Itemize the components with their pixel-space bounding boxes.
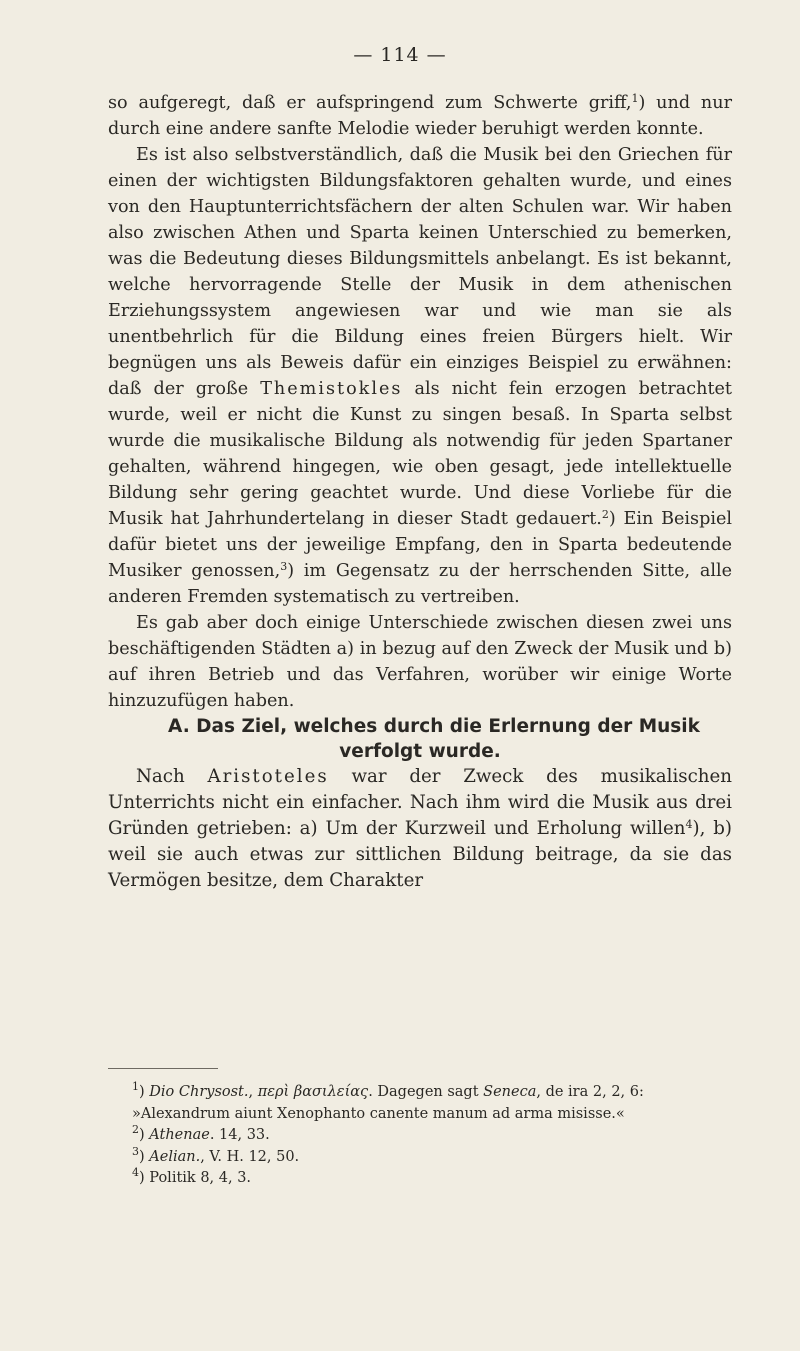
footnote-marker-paren: ) — [139, 1148, 150, 1165]
text-run: Es ist also selbstverständlich, daß die Musik bei den Griechen für einen der wichtigsten Bildungsfaktoren gehalten wurde, und eines von den Hauptunterrichtsfächern der alten Schulen war. Wir haben also zwischen Athen und Sparta keinen Unterschied zu bemerken, was die Bedeutung dieses Bildungsmittels anbelangt. Es ist bekannt, welche hervorragende Stelle der Musik in dem athenischen Erziehungssystem angewiesen war und wie man sie als unentbehrlich für die Bildung eines freien Bürgers hielt. Wir begnügen uns als Beweis dafür ein einziges Beispiel zu erwähnen: daß der große — [108, 145, 732, 399]
text-run: Politik 8, 4, 3. — [149, 1170, 252, 1186]
footnote-marker-paren: ) — [139, 1170, 150, 1186]
footnote-marker: 1 — [132, 1080, 139, 1093]
text-run: ) Ein Beispiel dafür bietet uns der jeweilige Empfang, den in Sparta bedeutende Musiker genossen, — [108, 509, 732, 581]
footnote-marker: 4 — [132, 1166, 139, 1179]
footnote — [108, 1125, 732, 1147]
italic-text: Aelian. — [149, 1148, 201, 1165]
text-run: . 14, 33. — [209, 1127, 270, 1143]
text-run: ) und nur durch eine andere sanfte Melodie wieder beruhigt werden konnte. — [108, 93, 733, 139]
footnote-marker: 2 — [132, 1123, 139, 1136]
footnotes — [108, 1082, 732, 1190]
text-run: ), b) weil sie auch etwas zur sittlichen Bildung beitrage, da sie das Vermögen besitze, dem Charakter — [108, 818, 732, 891]
text-run: , — [248, 1084, 258, 1100]
footnote — [108, 1082, 732, 1125]
footnote-ref: 3 — [280, 560, 288, 573]
text-run: , V. H. 12, 50. — [200, 1148, 300, 1165]
paragraph — [108, 90, 732, 142]
text-run: war der Zweck des musikalischen Unterrichts nicht ein einfacher. Nach ihm wird die Musik aus drei Gründen getrieben: a) Um der Kurzweil und Erholung willen — [108, 766, 732, 839]
italic-text: Seneca — [483, 1084, 537, 1100]
text-run: . Dagegen sagt — [368, 1084, 484, 1100]
emphasized-name: Themistokles — [260, 379, 403, 399]
paragraph — [108, 764, 732, 894]
footnote-marker-paren: ) — [139, 1084, 150, 1100]
text-run: Es gab aber doch einige Unterschiede zwischen diesen zwei uns beschäftigenden Städten a) in bezug auf den Zweck der Musik und b) auf ihren Betrieb und das Verfahren, worüber wir einige Worte hinzuzufügen haben. — [108, 613, 732, 711]
paragraph — [108, 142, 732, 610]
text-run: , de ira 2, 2, 6: »Alexandrum aiunt Xenophanto canente manum ad arma misisse.« — [132, 1084, 644, 1122]
footnote-marker: 3 — [132, 1144, 139, 1158]
footnote-marker-paren: ) — [139, 1127, 150, 1143]
text-run: ) im Gegensatz zu der herrschenden Sitte, alle anderen Fremden systematisch zu vertreiben. — [108, 561, 733, 607]
emphasized-name: Aristoteles — [207, 766, 329, 787]
text-run: Nach — [136, 766, 208, 787]
footnote-ref: 1 — [631, 92, 639, 105]
main-text — [108, 90, 732, 894]
page-number: — 114 — — [353, 44, 447, 66]
footnote-ref: 2 — [601, 508, 609, 521]
section-heading: A. Das Ziel, welches durch die Erlernung der Musik verfolgt wurde. — [168, 716, 700, 762]
italic-text: Dio Chrysost. — [149, 1084, 249, 1100]
italic-text: Athenae — [149, 1127, 210, 1143]
italic-text: περὶ βασιλείας — [257, 1084, 369, 1100]
footnote — [108, 1168, 732, 1190]
paragraph — [108, 610, 732, 714]
text-run: so aufgeregt, daß er aufspringend zum Schwerte griff, — [108, 93, 632, 113]
footnote-ref: 4 — [685, 818, 693, 831]
text-run: als nicht fein erzogen betrachtet wurde, weil er nicht die Kunst zu singen besaß. In Sparta selbst wurde die musikalische Bildung als notwendig für jeden Spartaner gehalten, während hingegen, wie oben gesagt, jede intellektuelle Bildung sehr gering geachtet wurde. Und diese Vorliebe für die Musik hat Jahrhundertelang in dieser Stadt gedauert. — [108, 379, 732, 529]
footnote — [108, 1144, 732, 1169]
footnote-divider — [108, 1068, 218, 1069]
